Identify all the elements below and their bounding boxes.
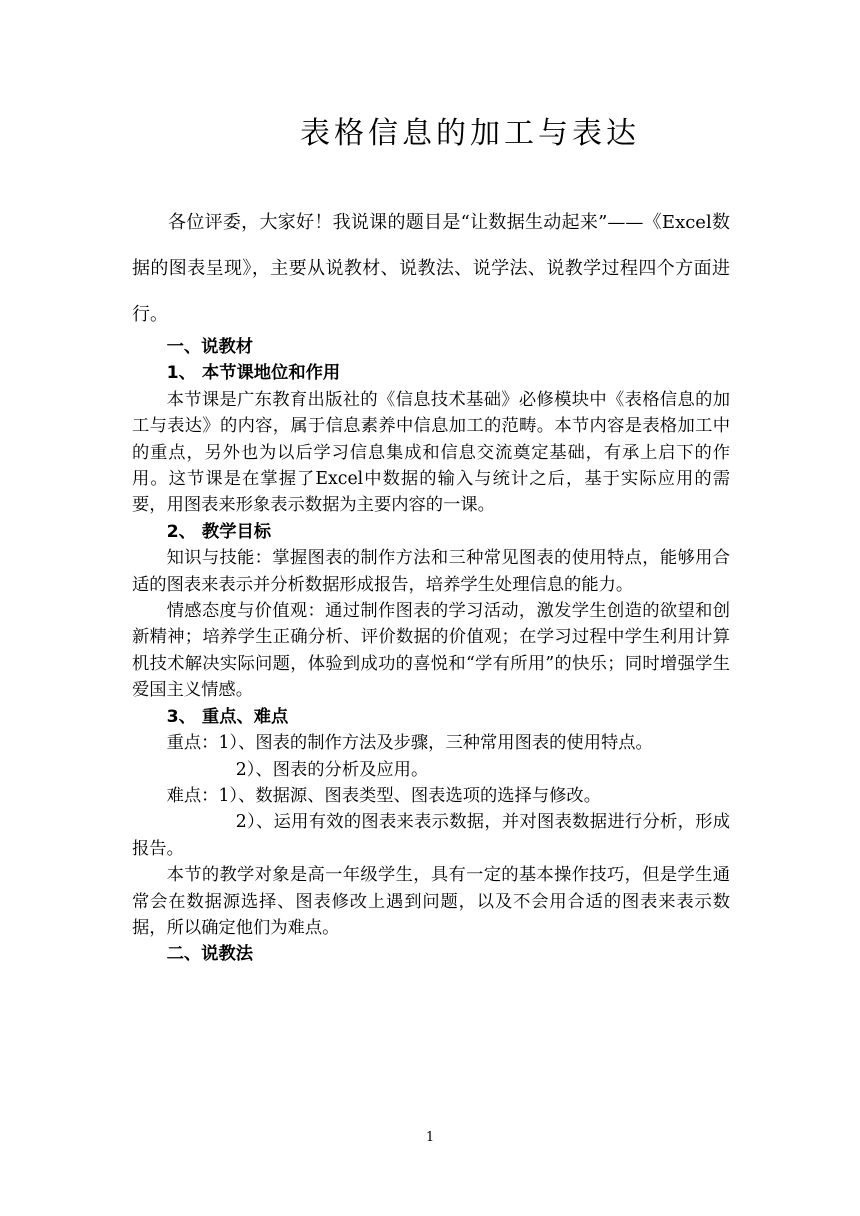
paragraph-emotion-values: 情感态度与价值观：通过制作图表的学习活动，激发学生创造的欲望和创新精神；培养学生正确分析、评价数据的价值观；在学习过程中学生利用计算机技术解决实际问题，体验到成功的喜悦和“学有所用”的快乐；同时增强学生爱国主义情感。 [132, 601, 730, 701]
difficult-point-1: 难点：1）、数据源、图表类型、图表选项的选择与修改。 [166, 785, 601, 806]
key-point-2: 2）、图表的分析及应用。 [235, 759, 429, 780]
section-heading-methods: 二、说教法 [166, 944, 254, 965]
paragraph-students: 本节的教学对象是高一年级学生，具有一定的基本操作技巧，但是学生通常会在数据源选择、图表修改上遇到问题，以及不会用合适的图表来表示数据，所以确定他们为难点。 [132, 865, 730, 938]
paragraph-position-role: 本节课是广东教育出版社的《信息技术基础》必修模块中《表格信息的加工与表达》的内容，属于信息素养中信息加工的范畴。本节内容是表格加工中的重点，另外也为以后学习信息集成和信息交流奠定基础，有承上启下的作用。这节课是在掌握了Excel中数据的输入与统计之后，基于实际应用的需要，用图表来形象表示数据为主要内容的一课。 [132, 389, 730, 516]
key-point-1: 重点：1）、图表的制作方法及步骤，三种常用图表的使用特点。 [166, 733, 653, 754]
page-number: 1 [425, 1130, 435, 1145]
subheading-key-difficult: 3、 重点、难点 [166, 706, 289, 727]
subheading-teaching-goals: 2、 教学目标 [166, 521, 272, 542]
section-heading-textbook: 一、说教材 [166, 337, 254, 357]
intro-paragraph: 各位评委，大家好！我说课的题目是“让数据生动起来”——《Excel数据的图表呈现》，主要从说教材、说教法、说学法、说教学过程四个方面进行。 [132, 212, 730, 325]
document-body [132, 334, 730, 968]
subheading-position-role: 1、 本节课地位和作用 [166, 363, 341, 384]
difficult-point-2: 2）、运用有效的图表来表示数据，并对图表数据进行分析，形成报告。 [132, 812, 730, 859]
document-title: 表格信息的加工与表达 [300, 116, 640, 151]
paragraph-knowledge-skills: 知识与技能：掌握图表的制作方法和三种常见图表的使用特点，能够用合适的图表来表示并分析数据形成报告，培养学生处理信息的能力。 [132, 548, 730, 595]
